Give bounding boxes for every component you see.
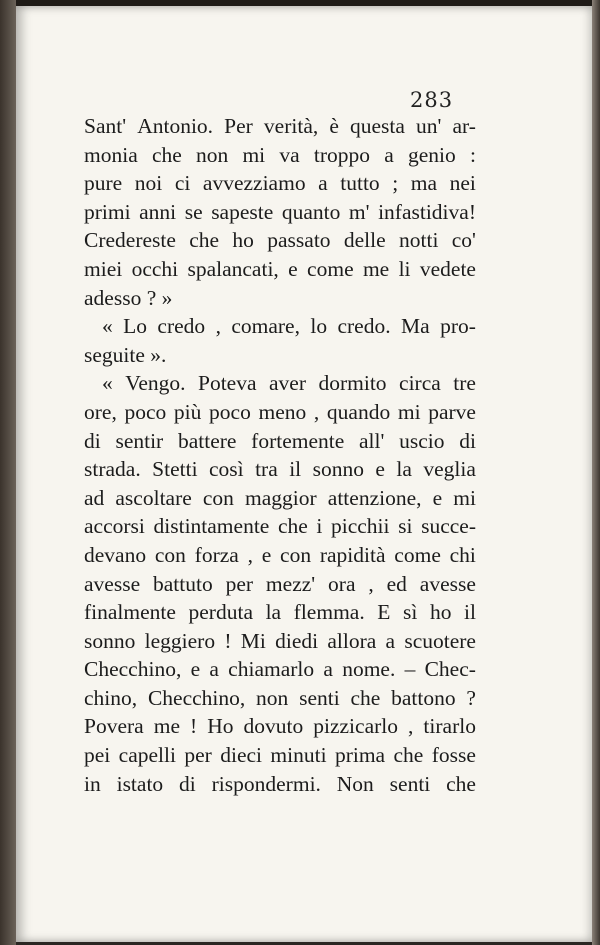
text-line: strada. Stetti così tra il sonno e la veglia xyxy=(84,457,476,482)
text-line: finalmente perduta la flemma. E sì ho il xyxy=(84,600,476,625)
text-line: « Lo credo , comare, lo credo. Ma pro- xyxy=(102,314,476,339)
text-line: in istato di rispondermi. Non senti che xyxy=(84,771,476,796)
text-line: ore, poco più poco meno , quando mi parve xyxy=(84,399,476,424)
text-line: devano con forza , e con rapidità come chi xyxy=(84,542,476,567)
text-line: avesse battuto per mezz' ora , ed avesse xyxy=(84,571,476,596)
text-line: miei occhi spalancati, e come me li vedete xyxy=(84,256,476,281)
page-number: 283 xyxy=(410,88,454,112)
text-line: pei capelli per dieci minuti prima che fosse xyxy=(84,743,476,768)
text-line: Checchino, e a chiamarlo a nome. – Chec- xyxy=(84,657,476,682)
text-line: adesso ? » xyxy=(84,285,173,310)
text-line: « Vengo. Poteva aver dormito circa tre xyxy=(102,371,476,396)
text-line: accorsi distintamente che i picchii si succe- xyxy=(84,514,476,539)
body-text xyxy=(84,112,476,798)
text-line: Credereste che ho passato delle notti co' xyxy=(84,228,476,253)
book-right-edge xyxy=(592,0,600,945)
text-line: di sentir battere fortemente all' uscio di xyxy=(84,428,476,453)
book-spine-edge xyxy=(0,0,16,945)
text-line: Sant' Antonio. Per verità, è questa un' ar- xyxy=(84,114,476,138)
text-line: seguite ». xyxy=(84,342,167,367)
text-line: pure noi ci avvezziamo a tutto ; ma nei xyxy=(84,171,476,196)
text-line: monia che non mi va troppo a genio : xyxy=(84,142,476,167)
text-line: primi anni se sapeste quanto m' infastidiva! xyxy=(84,199,476,224)
text-line: Povera me ! Ho dovuto pizzicarlo , tirarlo xyxy=(84,714,476,739)
text-line: sonno leggiero ! Mi diedi allora a scuotere xyxy=(84,628,476,653)
text-line: ad ascoltare con maggior attenzione, e mi xyxy=(84,485,476,510)
text-line: chino, Checchino, non senti che battono ? xyxy=(84,685,476,710)
